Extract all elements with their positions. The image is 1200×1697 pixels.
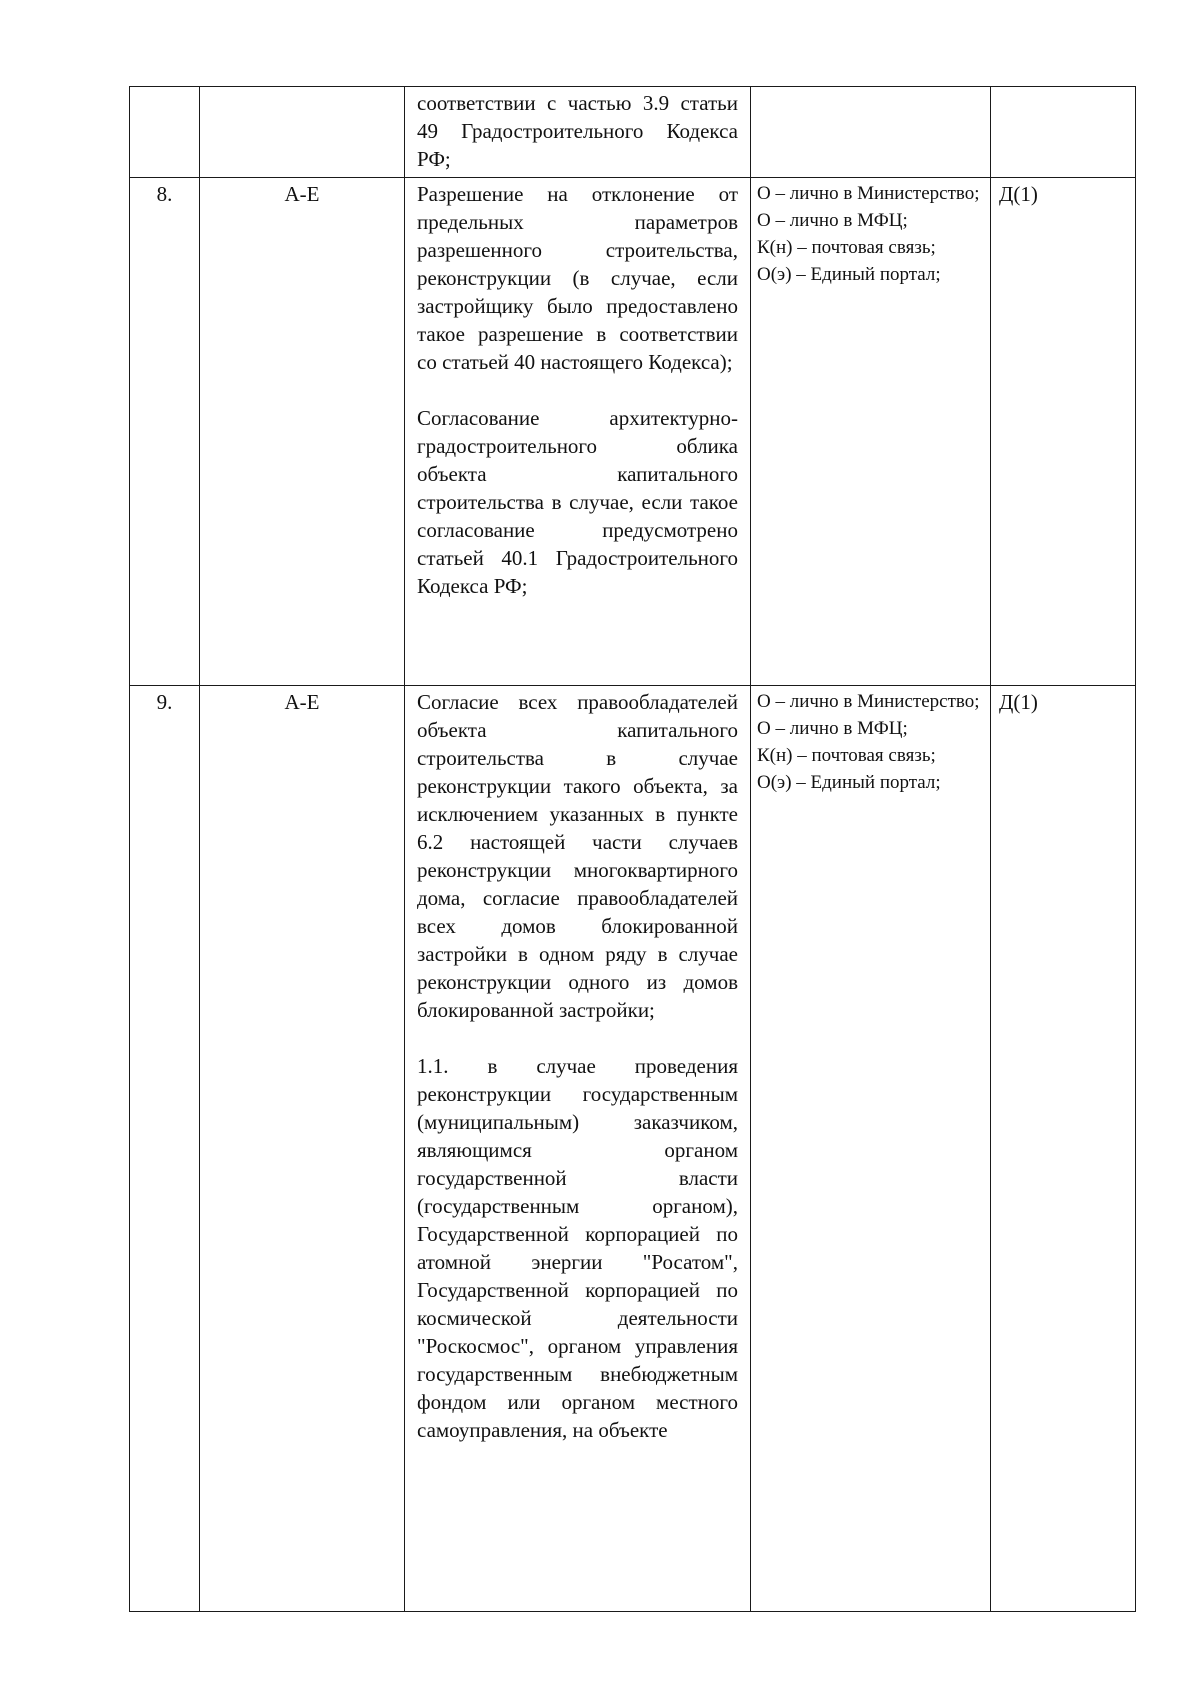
- document-paragraph: соответствии с частью 3.9 статьи 49 Градостроительного Кодекса РФ;: [417, 91, 738, 171]
- row-number-cell: 9.: [130, 686, 200, 1612]
- submission-methods-cell: [751, 178, 991, 686]
- table-row: [130, 178, 1136, 686]
- category-cell: А-Е: [200, 178, 405, 686]
- code-cell: Д(1): [991, 686, 1136, 1612]
- category-cell: [200, 87, 405, 178]
- table-row: [130, 686, 1136, 1612]
- method-item: О(э) – Единый портал;: [757, 264, 941, 285]
- document-paragraph: Согласование архитектурно-градостроительного облика объекта капитального строительства в случае, если такое согласование предусмотрено статьей 40.1 Градостроительного Кодекса РФ;: [417, 406, 738, 598]
- code-cell: Д(1): [991, 178, 1136, 686]
- method-item: О – лично в МФЦ;: [757, 718, 908, 739]
- row-number-cell: 8.: [130, 178, 200, 686]
- method-item: О – лично в Министерство;: [757, 691, 980, 712]
- method-item: О(э) – Единый портал;: [757, 772, 941, 793]
- table-row: [130, 87, 1136, 178]
- document-paragraph: 1.1. в случае проведения реконструкции государственным (муниципальным) заказчиком, являющимся органом государственной власти (государственным органом), Государственной корпорацией по атомной энергии "Росатом", Государственной корпорацией по космической деятельности "Роскосмос", органом управления государственным внебюджетным фондом или органом местного самоуправления, на объекте: [417, 1054, 738, 1442]
- submission-methods-cell: [751, 686, 991, 1612]
- row-number-cell: [130, 87, 200, 178]
- category-cell: А-Е: [200, 686, 405, 1612]
- document-name-cell: [405, 178, 751, 686]
- code-cell: [991, 87, 1136, 178]
- document-paragraph: Согласие всех правообладателей объекта капитального строительства в случае реконструкции такого объекта, за исключением указанных в пункте 6.2 настоящей части случаев реконструкции многоквартирного дома, согласие правообладателей всех домов блокированной застройки в одном ряду в случае реконструкции одного из домов блокированной застройки;: [417, 690, 738, 1022]
- document-paragraph: Разрешение на отклонение от предельных параметров разрешенного строительства, реконструкции (в случае, если застройщику было предоставлено такое разрешение в соответствии со статьей 40 настоящего Кодекса);: [417, 182, 738, 374]
- method-item: К(н) – почтовая связь;: [757, 237, 936, 258]
- document-name-cell: [405, 87, 751, 178]
- document-name-cell: [405, 686, 751, 1612]
- requirements-table: [129, 86, 1136, 1612]
- method-item: О – лично в Министерство;: [757, 183, 980, 204]
- method-item: О – лично в МФЦ;: [757, 210, 908, 231]
- submission-methods-cell: [751, 87, 991, 178]
- method-item: К(н) – почтовая связь;: [757, 745, 936, 766]
